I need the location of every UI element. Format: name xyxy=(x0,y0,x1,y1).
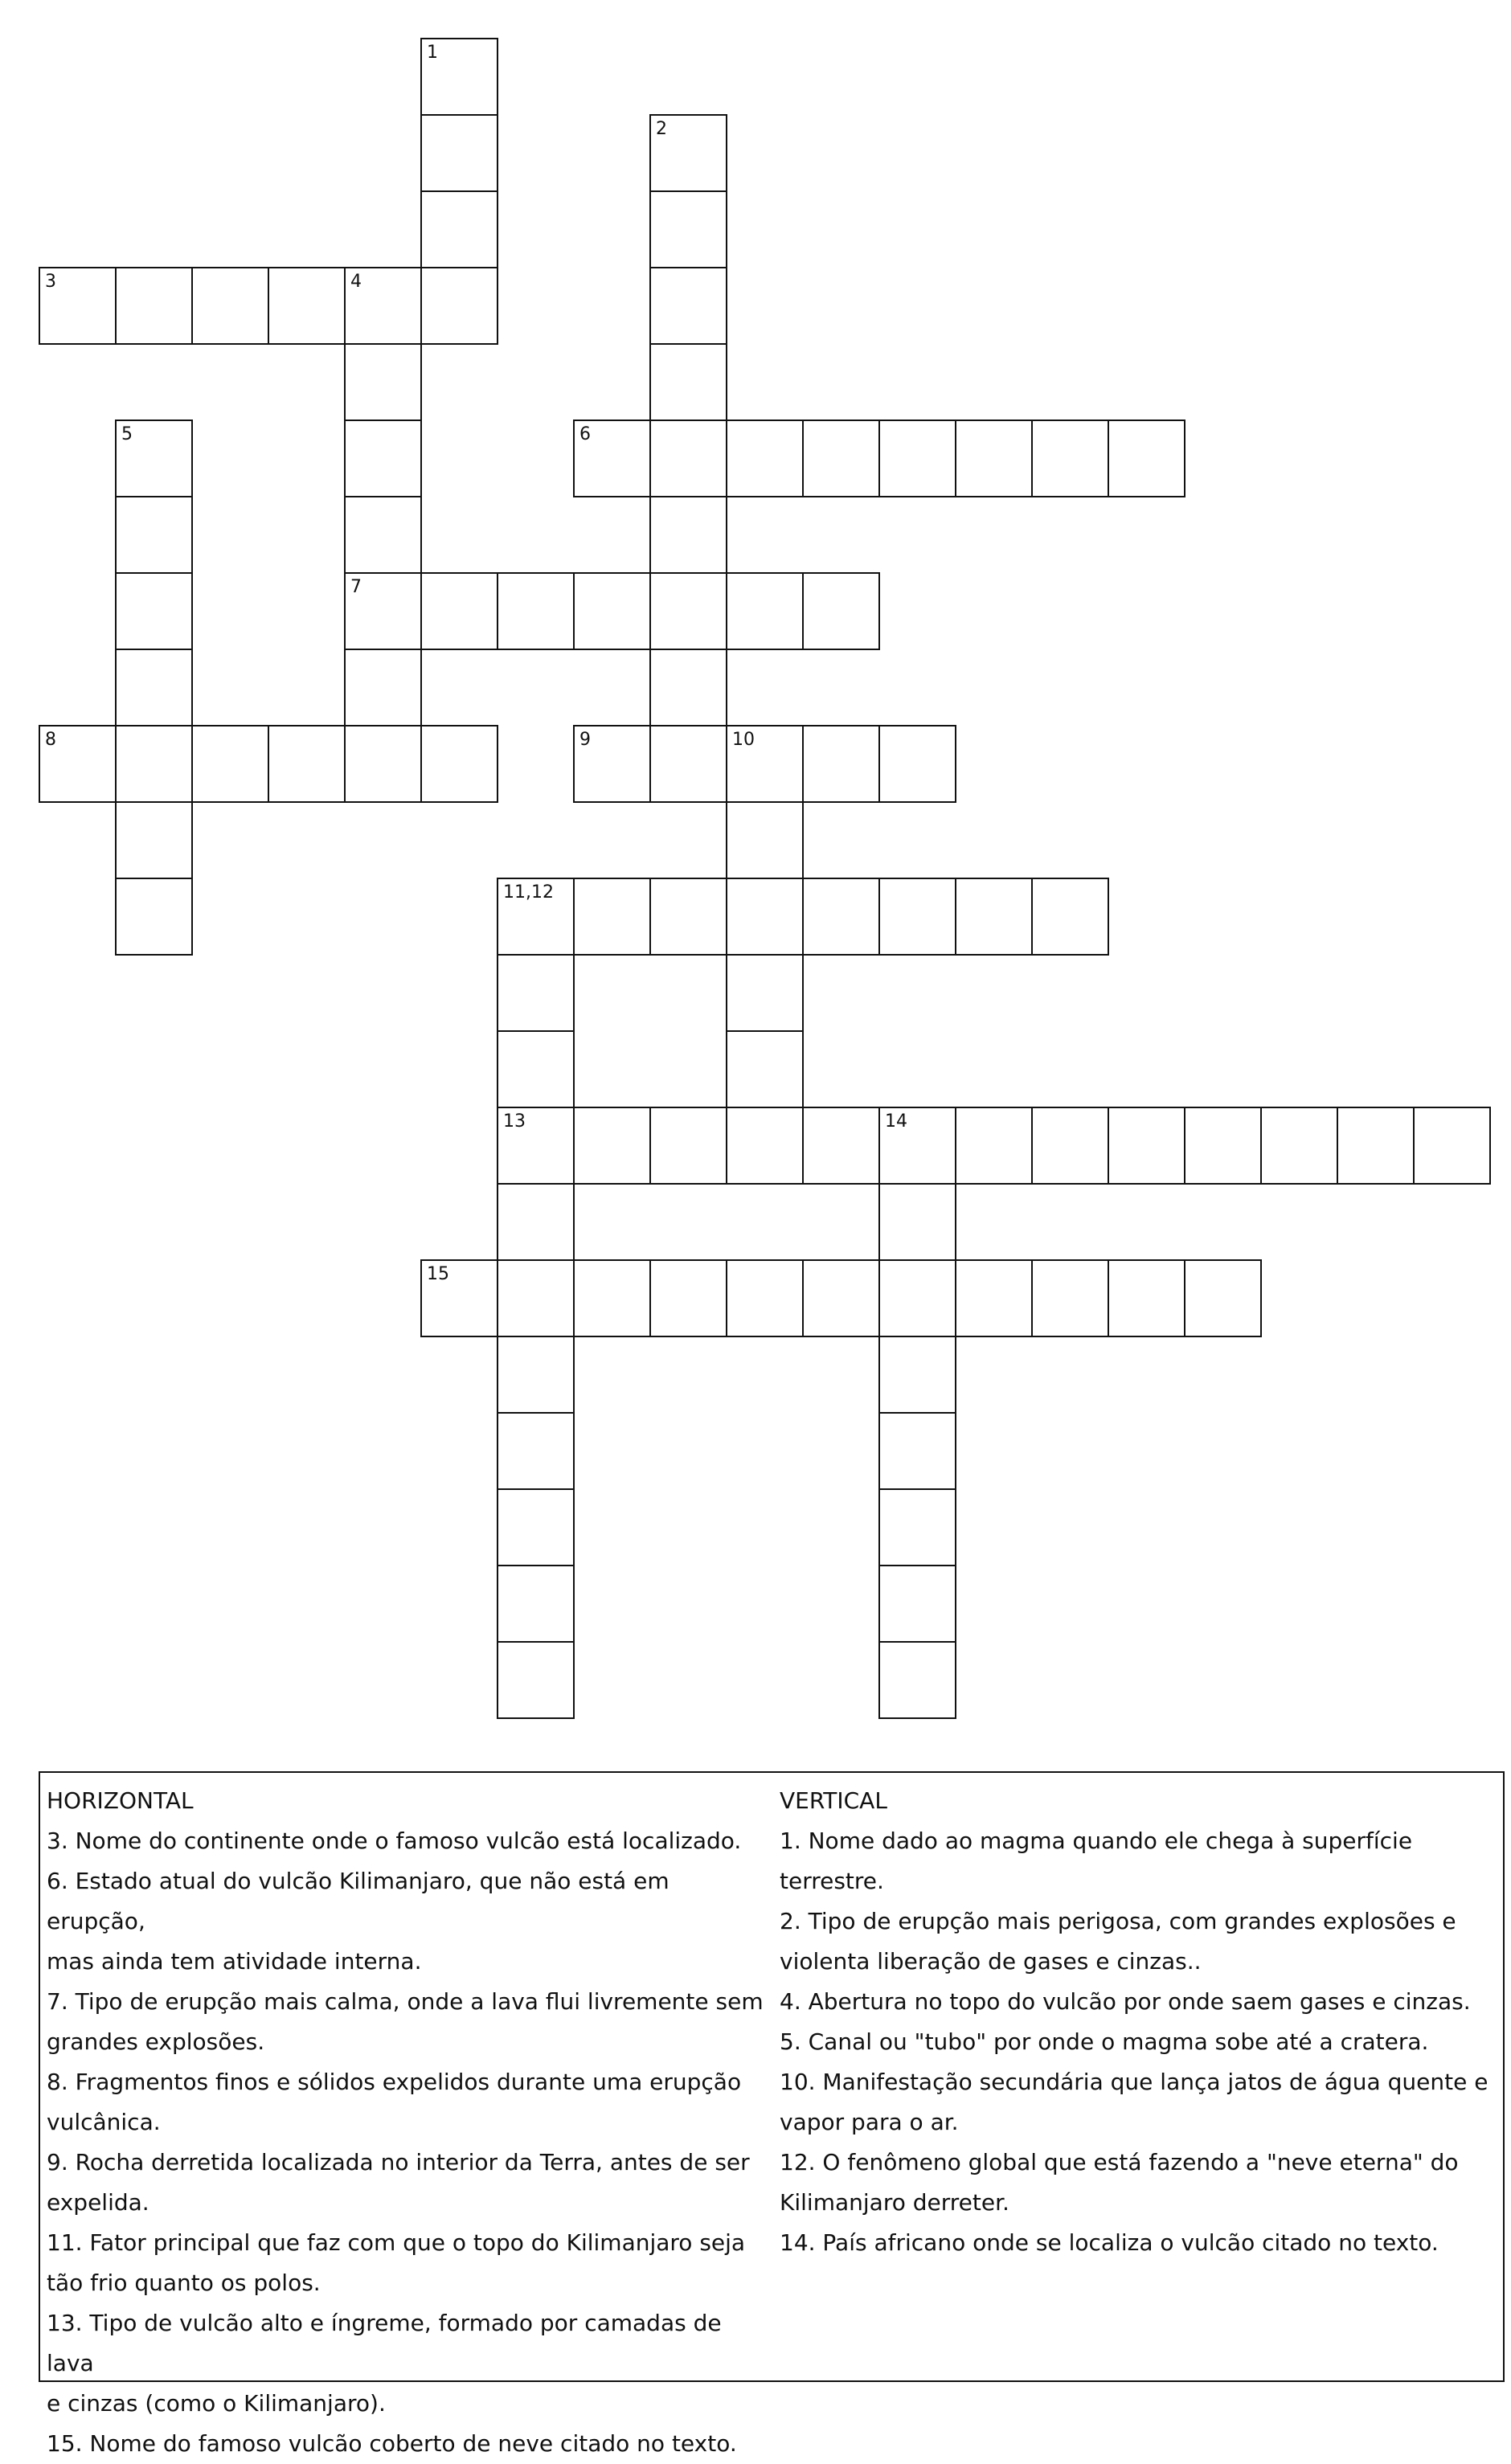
grid-cell[interactable] xyxy=(802,572,880,650)
grid-cell[interactable] xyxy=(649,649,727,727)
grid-cell[interactable] xyxy=(344,267,422,345)
clue-line: expelida. xyxy=(47,2189,149,2216)
grid-cell[interactable] xyxy=(1108,1107,1185,1185)
grid-cell[interactable] xyxy=(344,343,422,421)
grid-cell[interactable] xyxy=(115,801,193,879)
grid-cell[interactable] xyxy=(802,1107,880,1185)
grid-cell[interactable] xyxy=(878,1259,956,1337)
cell-number: 10 xyxy=(732,730,755,750)
grid-cell[interactable] xyxy=(649,114,727,192)
grid-cell[interactable] xyxy=(573,420,651,497)
grid-cell[interactable] xyxy=(726,572,804,650)
grid-cell[interactable] xyxy=(420,114,498,192)
horizontal-heading: HORIZONTAL xyxy=(47,1787,194,1814)
grid-cell[interactable] xyxy=(1031,420,1109,497)
cell-number: 9 xyxy=(579,730,591,750)
grid-cell[interactable] xyxy=(344,496,422,574)
grid-cell[interactable] xyxy=(726,954,804,1032)
grid-cell[interactable] xyxy=(726,1107,804,1185)
grid-cell[interactable] xyxy=(726,1030,804,1108)
grid-cell[interactable] xyxy=(497,1107,575,1185)
clue-line: Kilimanjaro derreter. xyxy=(780,2189,1009,2216)
grid-cell[interactable] xyxy=(115,267,193,345)
horizontal-clues xyxy=(47,1781,770,2464)
grid-cell[interactable] xyxy=(344,572,422,650)
clue-line: 9. Rocha derretida localizada no interior da Terra, antes de ser xyxy=(47,2149,750,2175)
grid-cell[interactable] xyxy=(649,1259,727,1337)
grid-cell[interactable] xyxy=(649,878,727,956)
grid-cell[interactable] xyxy=(497,1488,575,1566)
grid-cell[interactable] xyxy=(1031,1107,1109,1185)
grid-cell[interactable] xyxy=(878,1565,956,1643)
grid-cell[interactable] xyxy=(878,1412,956,1490)
grid-cell[interactable] xyxy=(955,1259,1033,1337)
clue-line: 8. Fragmentos finos e sólidos expelidos durante uma erupção xyxy=(47,2069,742,2095)
grid-cell[interactable] xyxy=(497,1336,575,1414)
cell-number: 6 xyxy=(579,424,591,444)
grid-cell[interactable] xyxy=(802,878,880,956)
grid-cell[interactable] xyxy=(497,1183,575,1261)
grid-cell[interactable] xyxy=(497,1412,575,1490)
cell-number: 2 xyxy=(656,119,667,139)
clue-line: 6. Estado atual do vulcão Kilimanjaro, que não está em erupção, xyxy=(47,1868,670,1934)
grid-cell[interactable] xyxy=(878,1336,956,1414)
clue-line: mas ainda tem atividade interna. xyxy=(47,1948,422,1975)
clue-line: 2. Tipo de erupção mais perigosa, com grandes explosões e xyxy=(780,1908,1456,1934)
clue-line: 12. O fenômeno global que está fazendo a "neve eterna" do xyxy=(780,2149,1459,2175)
grid-cell[interactable] xyxy=(344,725,422,803)
grid-cell[interactable] xyxy=(649,190,727,268)
grid-cell[interactable] xyxy=(573,725,651,803)
grid-cell[interactable] xyxy=(191,267,269,345)
grid-cell[interactable] xyxy=(420,725,498,803)
clue-line: 1. Nome dado ao magma quando ele chega à superfície terrestre. xyxy=(780,1828,1413,1894)
grid-cell[interactable] xyxy=(955,878,1033,956)
grid-cell[interactable] xyxy=(420,1259,498,1337)
grid-cell[interactable] xyxy=(497,878,575,956)
clue-line: vulcânica. xyxy=(47,2109,161,2135)
grid-cell[interactable] xyxy=(1260,1107,1338,1185)
cell-number: 8 xyxy=(45,730,56,750)
grid-cell[interactable] xyxy=(573,1259,651,1337)
clue-line: 5. Canal ou "tubo" por onde o magma sobe até a cratera. xyxy=(780,2028,1429,2055)
grid-cell[interactable] xyxy=(802,420,880,497)
clue-line: grandes explosões. xyxy=(47,2028,265,2055)
grid-cell[interactable] xyxy=(649,267,727,345)
cell-number: 5 xyxy=(121,424,133,444)
clue-line: tão frio quanto os polos. xyxy=(47,2270,321,2296)
grid-cell[interactable] xyxy=(726,420,804,497)
cell-number: 1 xyxy=(427,43,438,63)
grid-cell[interactable] xyxy=(115,725,193,803)
vertical-clues xyxy=(780,1781,1503,2263)
grid-cell[interactable] xyxy=(649,496,727,574)
clue-line: 7. Tipo de erupção mais calma, onde a lava flui livremente sem xyxy=(47,1988,764,2015)
clue-line: violenta liberação de gases e cinzas.. xyxy=(780,1948,1202,1975)
vertical-heading: VERTICAL xyxy=(780,1787,887,1814)
grid-cell[interactable] xyxy=(878,725,956,803)
clue-line: 3. Nome do continente onde o famoso vulcão está localizado. xyxy=(47,1828,742,1854)
clue-line: 10. Manifestação secundária que lança jatos de água quente e xyxy=(780,2069,1488,2095)
grid-cell[interactable] xyxy=(955,1107,1033,1185)
grid-cell[interactable] xyxy=(878,420,956,497)
clue-line: 15. Nome do famoso vulcão coberto de neve citado no texto. xyxy=(47,2430,737,2457)
grid-cell[interactable] xyxy=(115,572,193,650)
grid-cell[interactable] xyxy=(497,1641,575,1719)
grid-cell[interactable] xyxy=(649,572,727,650)
grid-cell[interactable] xyxy=(115,496,193,574)
grid-cell[interactable] xyxy=(115,420,193,497)
clue-line: 14. País africano onde se localiza o vulcão citado no texto. xyxy=(780,2229,1439,2256)
grid-cell[interactable] xyxy=(420,38,498,116)
grid-cell[interactable] xyxy=(573,1107,651,1185)
grid-cell[interactable] xyxy=(878,878,956,956)
grid-cell[interactable] xyxy=(573,878,651,956)
cell-number: 13 xyxy=(503,1111,526,1132)
grid-cell[interactable] xyxy=(1184,1107,1262,1185)
grid-cell[interactable] xyxy=(802,1259,880,1337)
grid-cell[interactable] xyxy=(1184,1259,1262,1337)
clues-box xyxy=(39,1771,1505,2457)
grid-cell[interactable] xyxy=(1413,1107,1491,1185)
grid-cell[interactable] xyxy=(802,725,880,803)
grid-cell[interactable] xyxy=(726,801,804,879)
grid-cell[interactable] xyxy=(39,267,117,345)
grid-cell[interactable] xyxy=(497,1259,575,1337)
grid-cell[interactable] xyxy=(649,420,727,497)
grid-cell[interactable] xyxy=(115,878,193,956)
grid-cell[interactable] xyxy=(878,1641,956,1719)
clue-line: 4. Abertura no topo do vulcão por onde saem gases e cinzas. xyxy=(780,1988,1471,2015)
grid-cell[interactable] xyxy=(497,1030,575,1108)
grid-cell[interactable] xyxy=(420,267,498,345)
cell-number: 4 xyxy=(350,272,362,292)
grid-cell[interactable] xyxy=(497,572,575,650)
grid-cell[interactable] xyxy=(39,725,117,803)
clue-line: 11. Fator principal que faz com que o topo do Kilimanjaro seja xyxy=(47,2229,746,2256)
grid-cell[interactable] xyxy=(420,572,498,650)
grid-cell[interactable] xyxy=(1031,1259,1109,1337)
grid-cell[interactable] xyxy=(878,1183,956,1261)
cell-number: 7 xyxy=(350,577,362,597)
cell-number: 14 xyxy=(885,1111,907,1132)
grid-cell[interactable] xyxy=(726,1259,804,1337)
grid-cell[interactable] xyxy=(497,1565,575,1643)
grid-cell[interactable] xyxy=(649,1107,727,1185)
clue-line: e cinzas (como o Kilimanjaro). xyxy=(47,2390,386,2417)
grid-cell[interactable] xyxy=(573,572,651,650)
grid-cell[interactable] xyxy=(344,420,422,497)
cell-number: 3 xyxy=(45,272,56,292)
grid-cell[interactable] xyxy=(1108,420,1185,497)
grid-cell[interactable] xyxy=(268,725,346,803)
grid-cell[interactable] xyxy=(1031,878,1109,956)
grid-cell[interactable] xyxy=(878,1107,956,1185)
clue-line: vapor para o ar. xyxy=(780,2109,959,2135)
grid-cell[interactable] xyxy=(1337,1107,1415,1185)
grid-cell[interactable] xyxy=(191,725,269,803)
grid-cell[interactable] xyxy=(649,725,727,803)
grid-cell[interactable] xyxy=(1108,1259,1185,1337)
cell-number: 15 xyxy=(427,1264,449,1284)
grid-cell[interactable] xyxy=(878,1488,956,1566)
grid-cell[interactable] xyxy=(420,190,498,268)
grid-cell[interactable] xyxy=(115,649,193,727)
grid-cell[interactable] xyxy=(268,267,346,345)
grid-cell[interactable] xyxy=(726,725,804,803)
grid-cell[interactable] xyxy=(649,343,727,421)
clue-line: 13. Tipo de vulcão alto e íngreme, formado por camadas de lava xyxy=(47,2310,722,2376)
cell-number: 11,12 xyxy=(503,882,554,903)
grid-cell[interactable] xyxy=(344,649,422,727)
grid-cell[interactable] xyxy=(726,878,804,956)
grid-cell[interactable] xyxy=(955,420,1033,497)
grid-cell[interactable] xyxy=(497,954,575,1032)
